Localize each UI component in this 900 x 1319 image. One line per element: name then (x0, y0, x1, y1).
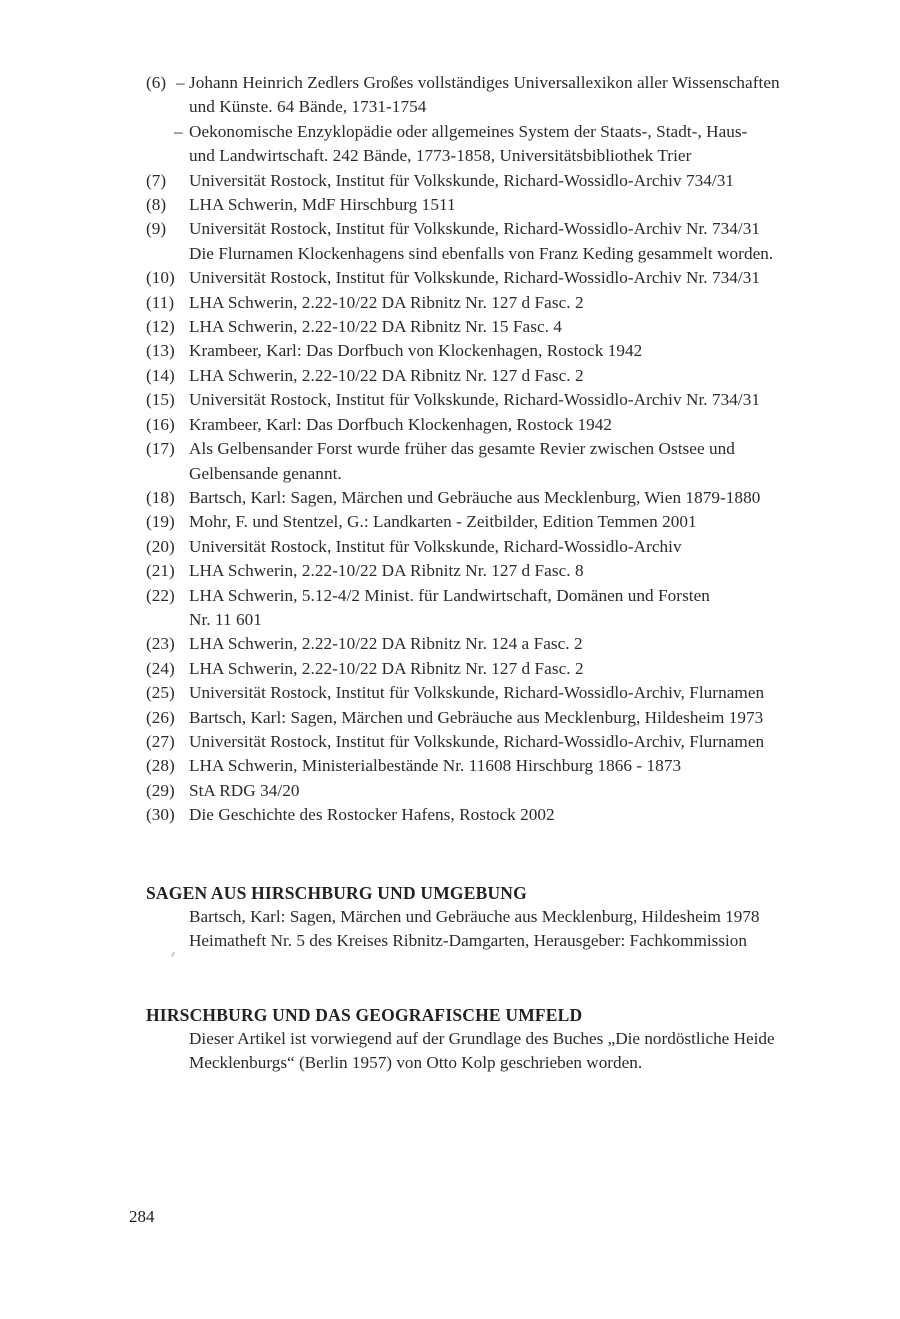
endnote-number: (27) (146, 731, 175, 751)
endnote-number: (6) (146, 73, 167, 92)
endnote-text-line: und Landwirtschaft. 242 Bände, 1773-1858, Universitätsbibliothek Trier (189, 146, 692, 166)
endnote-number: (13) (146, 341, 175, 361)
endnote-number: (11) (146, 292, 175, 312)
endnote-item (146, 486, 846, 510)
endnote-item (146, 535, 846, 559)
endnote-dash: – (176, 73, 185, 92)
endnote-text-line: Krambeer, Karl: Das Dorfbuch von Klockenhagen, Rostock 1942 (189, 341, 643, 361)
endnote-text-line: LHA Schwerin, 5.12-4/2 Minist. für Landwirtschaft, Domänen und Forsten (189, 585, 710, 605)
endnote-number: (21) (146, 561, 175, 581)
endnote-number: (28) (146, 756, 175, 776)
endnote-text-line: Universität Rostock, Institut für Volkskunde, Richard-Wossidlo-Archiv Nr. 734/31 (189, 390, 761, 410)
endnote-item (146, 681, 846, 705)
endnote-text-line: Als Gelbensander Forst wurde früher das gesamte Revier zwischen Ostsee und (189, 439, 735, 459)
endnote-item (146, 217, 846, 266)
endnote-number: (12) (146, 317, 175, 337)
endnote-text-line: Universität Rostock, Institut für Volkskunde, Richard-Wossidlo-Archiv, Flurnamen (189, 683, 765, 703)
endnote-item (146, 657, 846, 681)
endnote-number: (9) (146, 219, 167, 239)
endnote-text-line: Bartsch, Karl: Sagen, Märchen und Gebräuche aus Mecklenburg, Wien 1879-1880 (189, 487, 761, 507)
endnote-text-line: und Künste. 64 Bände, 1731-1754 (189, 97, 427, 117)
endnote-text-line: LHA Schwerin, 2.22-10/22 DA Ribnitz Nr. 124 a Fasc. 2 (189, 634, 583, 654)
endnote-item (146, 413, 846, 437)
endnote-item (146, 510, 846, 534)
endnote-item (146, 71, 846, 120)
endnote-text-line: LHA Schwerin, 2.22-10/22 DA Ribnitz Nr. 127 d Fasc. 2 (189, 292, 584, 312)
endnote-number: (16) (146, 414, 175, 434)
endnote-number: (15) (146, 390, 175, 410)
endnote-text-line: Universität Rostock, Institut für Volkskunde, Richard-Wossidlo-Archiv Nr. 734/31 (189, 268, 761, 288)
endnote-number: (17) (146, 439, 175, 459)
endnote-item (146, 120, 846, 169)
section-sagen-line: Bartsch, Karl: Sagen, Märchen und Gebräuche aus Mecklenburg, Hildesheim 1978 (189, 907, 760, 926)
endnote-number: (30) (146, 805, 175, 825)
endnote-text-line: Johann Heinrich Zedlers Großes vollständiges Universallexikon aller Wissenschaften (189, 73, 780, 92)
endnote-item (146, 754, 846, 778)
endnote-item (146, 364, 846, 388)
section-geo-line: Dieser Artikel ist vorwiegend auf der Grundlage des Buches „Die nordöstliche Heide (189, 1029, 775, 1048)
endnote-text-line: StA RDG 34/20 (189, 780, 300, 800)
endnote-number: (26) (146, 707, 175, 727)
endnote-item (146, 193, 846, 217)
endnote-item (146, 632, 846, 656)
endnote-text-line: Die Flurnamen Klockenhagens sind ebenfalls von Franz Keding gesammelt worden. (189, 243, 774, 263)
endnote-text-line: Universität Rostock, Institut für Volkskunde, Richard-Wossidlo-Archiv 734/31 (189, 170, 735, 190)
endnote-item (146, 437, 846, 486)
endnote-text-line: LHA Schwerin, Ministerialbestände Nr. 11608 Hirschburg 1866 - 1873 (189, 756, 682, 776)
endnote-text-line: Krambeer, Karl: Das Dorfbuch Klockenhagen, Rostock 1942 (189, 414, 613, 434)
endnote-item (146, 291, 846, 315)
section-geo-line: Mecklenburgs“ (Berlin 1957) von Otto Kolp geschrieben worden. (189, 1053, 643, 1073)
page-number: 284 (129, 1207, 155, 1226)
endnote-item (146, 779, 846, 803)
endnote-text-line: LHA Schwerin, MdF Hirschburg 1511 (189, 195, 456, 215)
endnote-number: (18) (146, 487, 175, 507)
endnote-number: (7) (146, 170, 167, 190)
endnote-number: (19) (146, 512, 175, 532)
endnote-number: (20) (146, 536, 175, 556)
section-sagen (146, 881, 866, 954)
endnote-number: (23) (146, 634, 175, 654)
endnote-item (146, 803, 846, 827)
endnote-item (146, 169, 846, 193)
endnote-number: (14) (146, 365, 175, 385)
endnote-text-line: LHA Schwerin, 2.22-10/22 DA Ribnitz Nr. 15 Fasc. 4 (189, 317, 562, 337)
endnote-number: (29) (146, 780, 175, 800)
endnote-text-line: LHA Schwerin, 2.22-10/22 DA Ribnitz Nr. 127 d Fasc. 2 (189, 365, 584, 385)
endnote-text-line: Universität Rostock, Institut für Volkskunde, Richard-Wossidlo-Archiv, Flurnamen (189, 731, 765, 751)
endnote-number: (25) (146, 683, 175, 703)
endnote-item (146, 584, 846, 633)
endnote-number: (10) (146, 268, 175, 288)
endnote-item (146, 315, 846, 339)
endnote-number: (24) (146, 658, 175, 678)
section-geo (146, 1003, 866, 1076)
endnote-item (146, 339, 846, 363)
endnote-text-line: Bartsch, Karl: Sagen, Märchen und Gebräuche aus Mecklenburg, Hildesheim 1973 (189, 707, 764, 727)
scan-mark (171, 952, 175, 957)
endnote-number: (8) (146, 195, 167, 215)
section-title-sagen: SAGEN AUS HIRSCHBURG UND UMGEBUNG (146, 883, 527, 903)
endnote-number: (22) (146, 585, 175, 605)
endnote-dash: – (174, 121, 183, 141)
endnote-text-line: Gelbensande genannt. (189, 463, 342, 483)
endnote-text-line: Universität Rostock, Institut für Volkskunde, Richard-Wossidlo-Archiv Nr. 734/31 (189, 219, 761, 239)
endnote-item (146, 730, 846, 754)
endnote-text-line: LHA Schwerin, 2.22-10/22 DA Ribnitz Nr. 127 d Fasc. 2 (189, 658, 584, 678)
endnote-item (146, 388, 846, 412)
endnote-text-line: Nr. 11 601 (189, 609, 262, 629)
endnote-text-line: Die Geschichte des Rostocker Hafens, Rostock 2002 (189, 805, 555, 825)
endnote-item (146, 706, 846, 730)
endnote-item (146, 559, 846, 583)
section-title-geo: HIRSCHBURG UND DAS GEOGRAFISCHE UMFELD (146, 1005, 583, 1025)
endnote-text-line: Universität Rostock, Institut für Volkskunde, Richard-Wossidlo-Archiv (189, 536, 682, 556)
endnote-text-line: Oekonomische Enzyklopädie oder allgemeines System der Staats-, Stadt-, Haus- (189, 121, 748, 141)
section-sagen-line: Heimatheft Nr. 5 des Kreises Ribnitz-Damgarten, Herausgeber: Fachkommission (189, 931, 747, 951)
endnote-item (146, 266, 846, 290)
endnote-text-line: Mohr, F. und Stentzel, G.: Landkarten - Zeitbilder, Edition Temmen 2001 (189, 512, 697, 532)
endnote-text-line: LHA Schwerin, 2.22-10/22 DA Ribnitz Nr. 127 d Fasc. 8 (189, 561, 584, 581)
endnotes-list (146, 71, 846, 828)
